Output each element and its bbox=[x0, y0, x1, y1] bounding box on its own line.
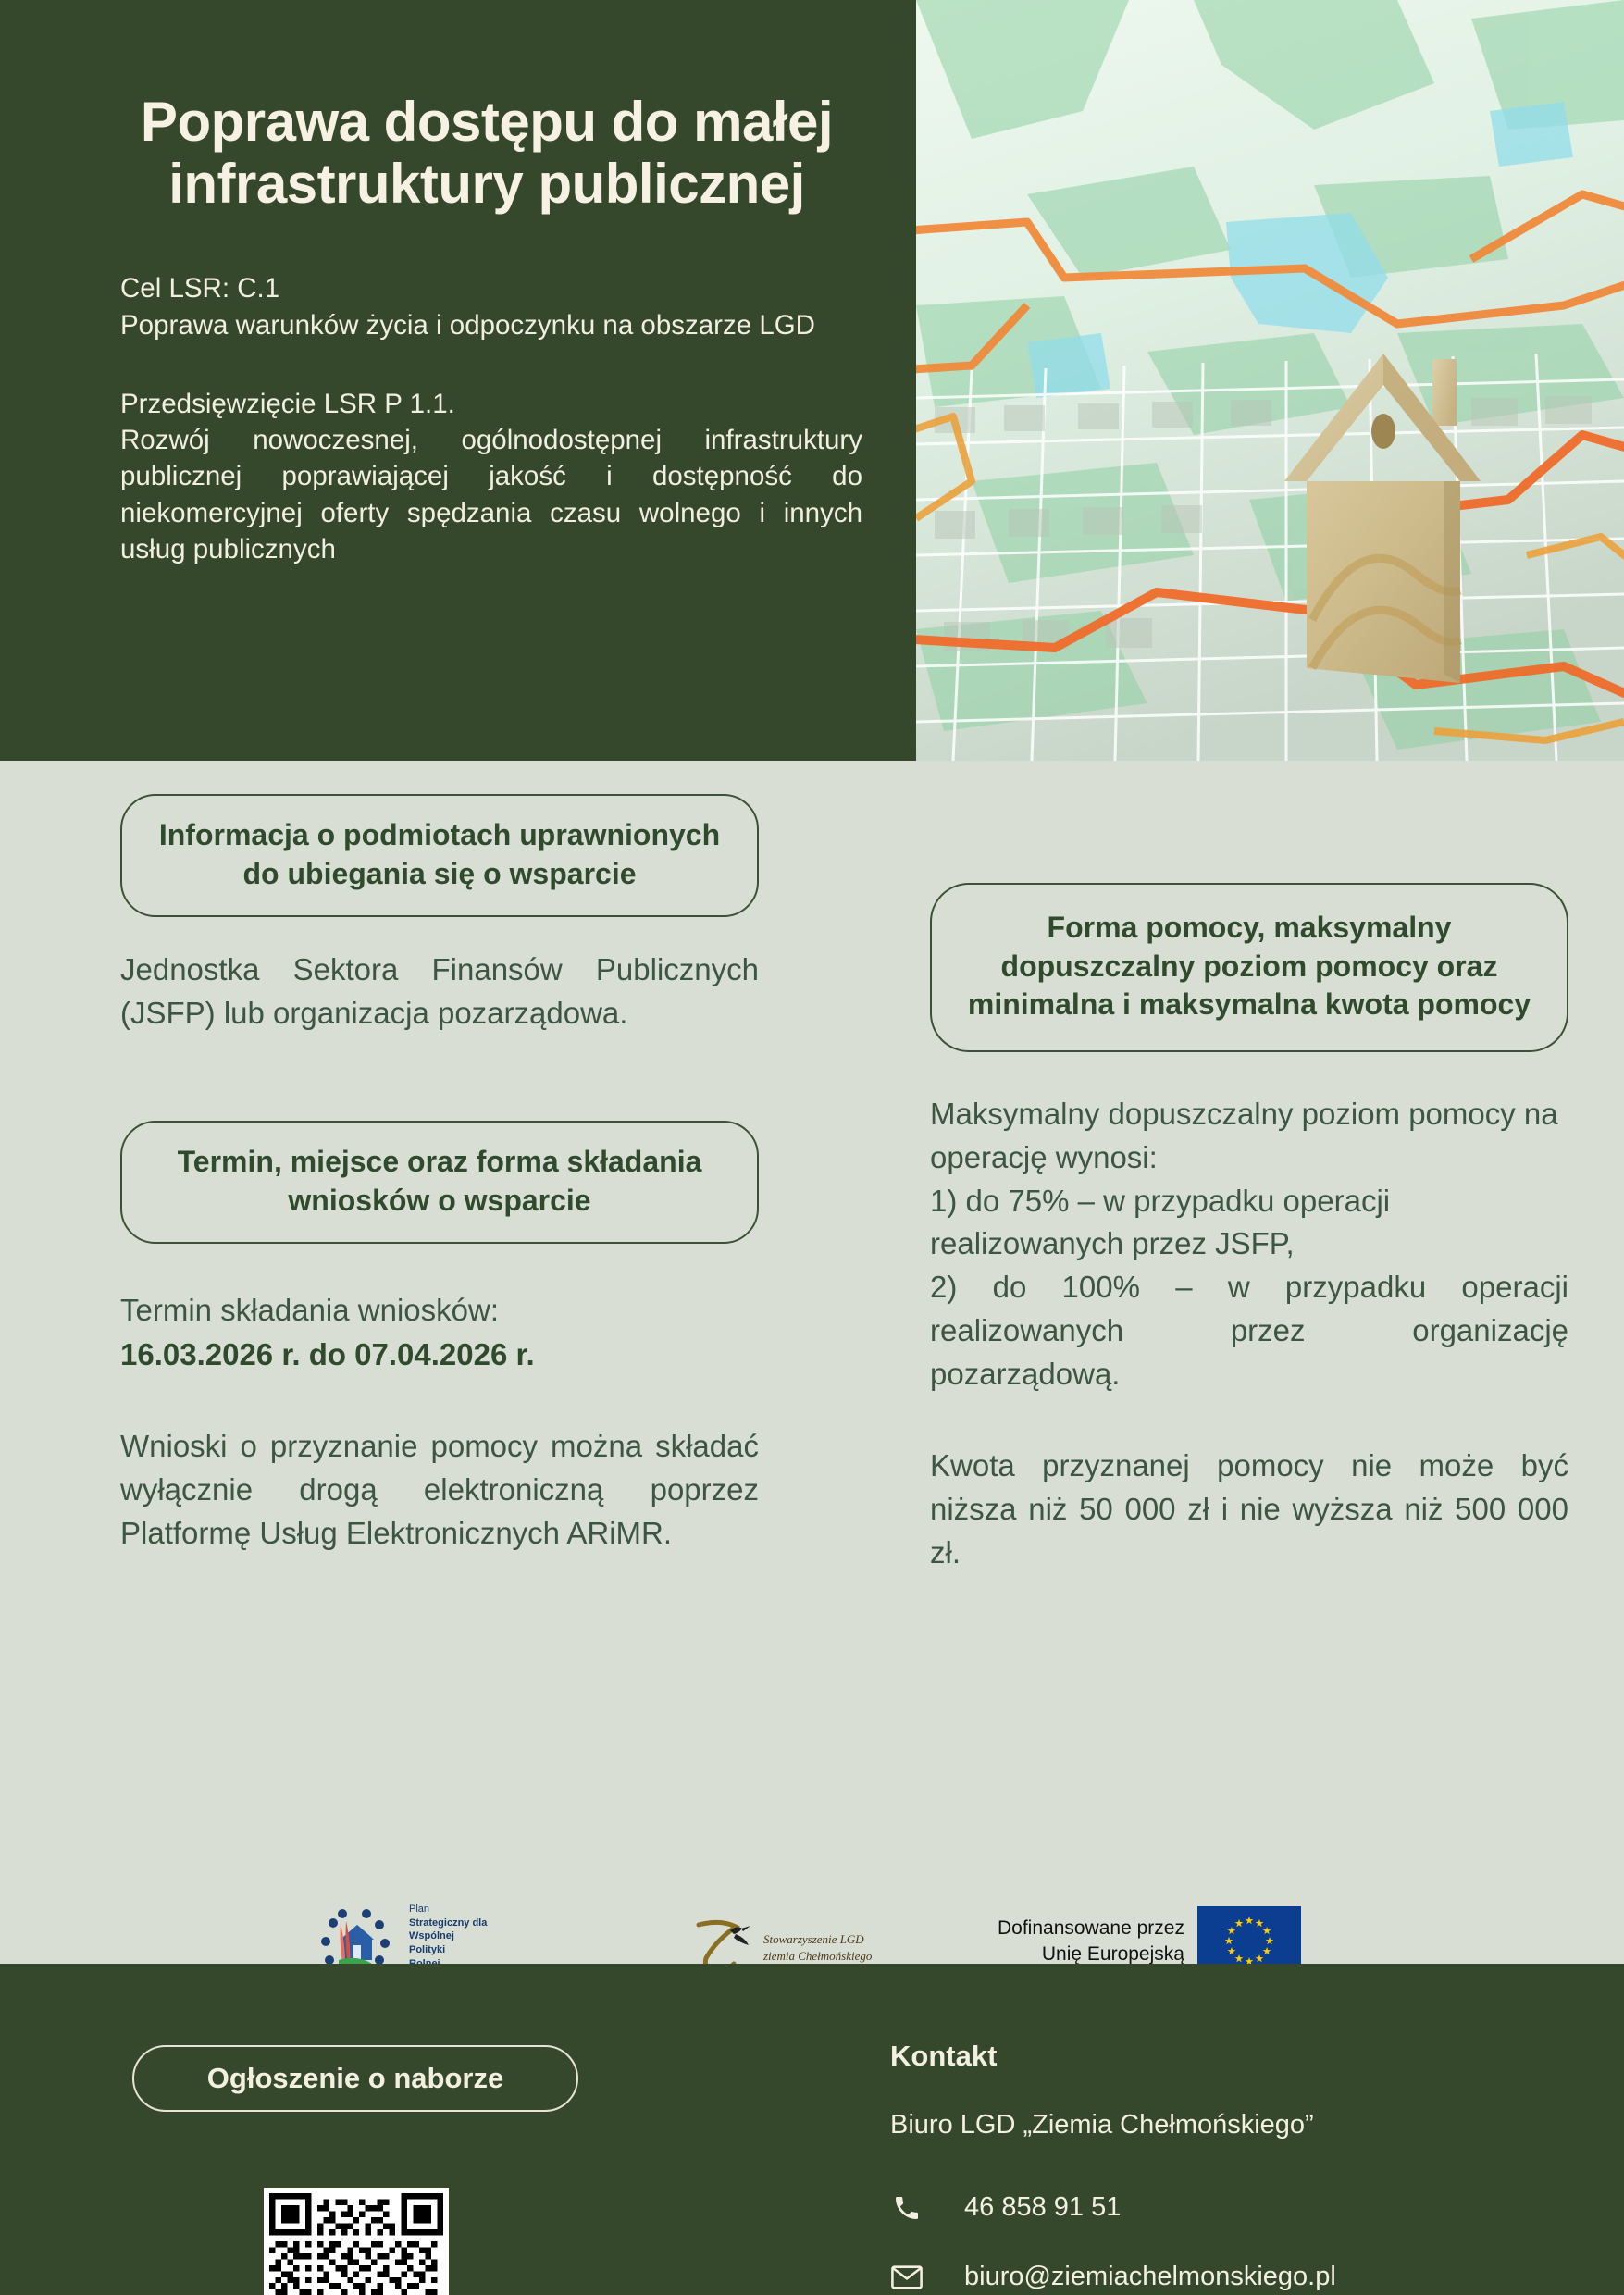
contact-block bbox=[890, 2040, 1556, 2295]
lgd-line-1: Stowarzyszenie LGD bbox=[763, 1931, 864, 1946]
contact-title: Kontakt bbox=[890, 2040, 998, 2072]
qr-code[interactable] bbox=[264, 2188, 449, 2295]
lgd-line-2: ziemia Chełmońskiego bbox=[763, 1949, 873, 1963]
body-section bbox=[0, 761, 1624, 1964]
email-icon bbox=[890, 2265, 924, 2289]
contact-email[interactable]: biuro@ziemiachelmonskiego.pl bbox=[964, 2262, 1336, 2291]
psp-line-3: Wspólnej bbox=[409, 1930, 454, 1942]
aid-heading: Forma pomocy, maksymalny dopuszczalny poziom pomocy oraz minimalna i maksymalna kwota pomocy bbox=[930, 883, 1568, 1052]
eu-line-1: Dofinansowane przez bbox=[998, 1917, 1184, 1940]
goal-label bbox=[120, 270, 862, 306]
contact-phone-row bbox=[890, 2192, 1556, 2223]
deadline-term-dates: 16.03.2026 r. do 07.04.2026 r. bbox=[120, 1336, 535, 1371]
left-column bbox=[120, 794, 759, 1555]
deadline-body: Wnioski o przyznanie pomocy można składać wyłącznie drogą elektroniczną poprzez Platformę Usług Elektronicznych ARiMR. bbox=[120, 1428, 759, 1550]
psp-line-4: Polityki bbox=[409, 1944, 446, 1955]
phone-icon bbox=[890, 2193, 924, 2223]
aid-item-1: 1) do 75% – w przypadku operacji realizowanych przez JSFP, bbox=[930, 1183, 1391, 1261]
hero-text-block bbox=[0, 0, 916, 761]
measure-text: Rozwój nowoczesnej, ogólnodostępnej infrastruktury publicznej poprawiającej jakość i dostępność do niekomercyjnej oferty spędzania czasu wolnego i innych usług publicznych bbox=[120, 425, 862, 564]
contact-phone[interactable]: 46 858 91 51 bbox=[964, 2192, 1122, 2222]
announcement-button[interactable]: Ogłoszenie o naborze bbox=[132, 2045, 578, 2112]
deadline-term-label: Termin składania wniosków: bbox=[120, 1293, 500, 1328]
goal-text: Poprawa warunków życia i odpoczynku na obszarze LGD bbox=[120, 309, 815, 341]
right-column bbox=[930, 883, 1568, 1574]
aid-item-2: 2) do 100% – w przypadku operacji realizowanych przez organizację pozarządową. bbox=[930, 1270, 1568, 1391]
contact-email-row bbox=[890, 2262, 1556, 2292]
deadline-heading: Termin, miejsce oraz forma składania wniosków o wsparcie bbox=[120, 1121, 759, 1244]
hero-section bbox=[0, 0, 1624, 761]
deadline-term bbox=[120, 1288, 759, 1377]
aid-amount: Kwota przyznanej pomocy nie może być niższa niż 50 000 zł i nie wyższa niż 500 000 zł. bbox=[930, 1447, 1568, 1569]
footer-section bbox=[0, 1964, 1624, 2295]
lgd-text-block bbox=[763, 1931, 872, 1965]
beneficiaries-body: Jednostka Sektora Finansów Publicznych (JSFP) lub organizacja pozarządowa. bbox=[120, 952, 759, 1031]
aid-body bbox=[930, 1093, 1568, 1575]
contact-organization: Biuro LGD „Ziemia Chełmońskiego” bbox=[890, 2110, 1314, 2140]
psp-line-2: Strategiczny dla bbox=[409, 1917, 488, 1929]
beneficiaries-heading: Informacja o podmiotach uprawnionych do ubiegania się o wsparcie bbox=[120, 794, 759, 917]
page-title: Poprawa dostępu do małej infrastruktury publicznej bbox=[140, 91, 834, 216]
aid-intro: Maksymalny dopuszczalny poziom pomocy na operację wynosi: bbox=[930, 1096, 1558, 1174]
psp-line-1: Plan bbox=[409, 1904, 430, 1916]
measure-label bbox=[120, 386, 862, 422]
hero-image bbox=[916, 0, 1624, 761]
measure-label-text: Przedsięwzięcie LSR P 1.1. bbox=[120, 388, 455, 419]
goal-label-text: Cel LSR: C.1 bbox=[120, 273, 280, 304]
eu-text-block bbox=[998, 1916, 1184, 1966]
eu-line-2: Unię Europejską bbox=[1041, 1942, 1184, 1965]
